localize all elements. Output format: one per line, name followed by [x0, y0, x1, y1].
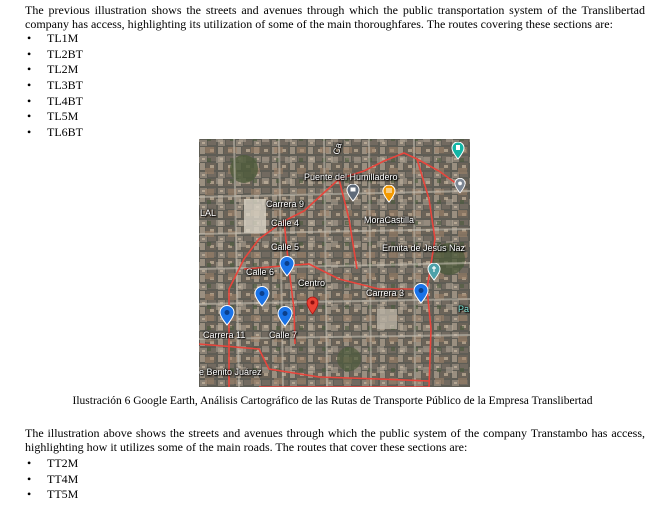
list-item: • TL2M [25, 62, 83, 78]
intro-paragraph: The previous illustration shows the streets and avenues through which the public transportation system of the Translibertad company has access, highlighting its utilization of some of the main thoroughfares. The routes covering these sections are: [25, 3, 645, 31]
translibertad-route-list [25, 31, 83, 141]
figure-caption: Ilustración 6 Google Earth, Análisis Cartográfico de las Rutas de Transporte Público de la Empresa Translibertad [72, 395, 593, 407]
transtambo-paragraph: The illustration above shows the streets and avenues through which the public system of the company Transtambo has access, highlighting how it utilizes some of the main roads. The routes that cover these sections are: [25, 426, 645, 454]
map-label-calle-5: Calle 5 [271, 242, 300, 252]
list-item: • TT4M [25, 472, 78, 488]
satellite-map-image [199, 139, 470, 387]
location-pin-icon [306, 296, 319, 315]
map-label-ermita: Ermita de Jesús Naz [382, 243, 466, 253]
list-item: • TL3BT [25, 78, 83, 94]
landmark-marker-icon [451, 142, 465, 160]
list-item: • TL5M [25, 109, 83, 125]
restaurant-marker-icon [382, 185, 396, 203]
list-item: • TL1M [25, 31, 83, 47]
map-label-carrera-9: Carrera 9 [266, 199, 305, 209]
transtambo-route-list [25, 456, 78, 503]
list-item: • TL6BT [25, 125, 83, 141]
map-label-ca: Ca [331, 141, 344, 156]
map-label-puente: Puente del Humilladero [304, 172, 398, 182]
bus-stop-pin-icon [277, 306, 293, 327]
list-item: • TL4BT [25, 94, 83, 110]
museum-marker-icon [454, 178, 466, 194]
bus-stop-pin-icon [413, 283, 429, 304]
list-item: • TT5M [25, 487, 78, 503]
map-label-calle-6: Calle 6 [246, 267, 275, 277]
bus-stop-pin-icon [219, 305, 235, 326]
list-item: • TT2M [25, 456, 78, 472]
map-label-benito-juarez: e Benito Juárez [199, 367, 262, 377]
map-label-pa: Pa [458, 304, 470, 314]
attraction-marker-icon [346, 184, 360, 202]
church-marker-icon [427, 263, 441, 281]
map-label-carrera-3: Carrera 3 [366, 288, 405, 298]
bus-stop-pin-icon [279, 256, 295, 277]
bus-stop-pin-icon [254, 286, 270, 307]
map-label-lal: LAL [200, 208, 217, 218]
map-label-carrera-11: Carrera 11 [203, 330, 246, 340]
map-label-moracastilla: MoraCastilla [364, 215, 415, 225]
list-item: • TL2BT [25, 47, 83, 63]
map-label-calle-4: Calle 4 [271, 218, 300, 228]
map-label-calle-7: Calle 7 [269, 330, 298, 340]
map-label-centro: Centro [298, 278, 326, 288]
